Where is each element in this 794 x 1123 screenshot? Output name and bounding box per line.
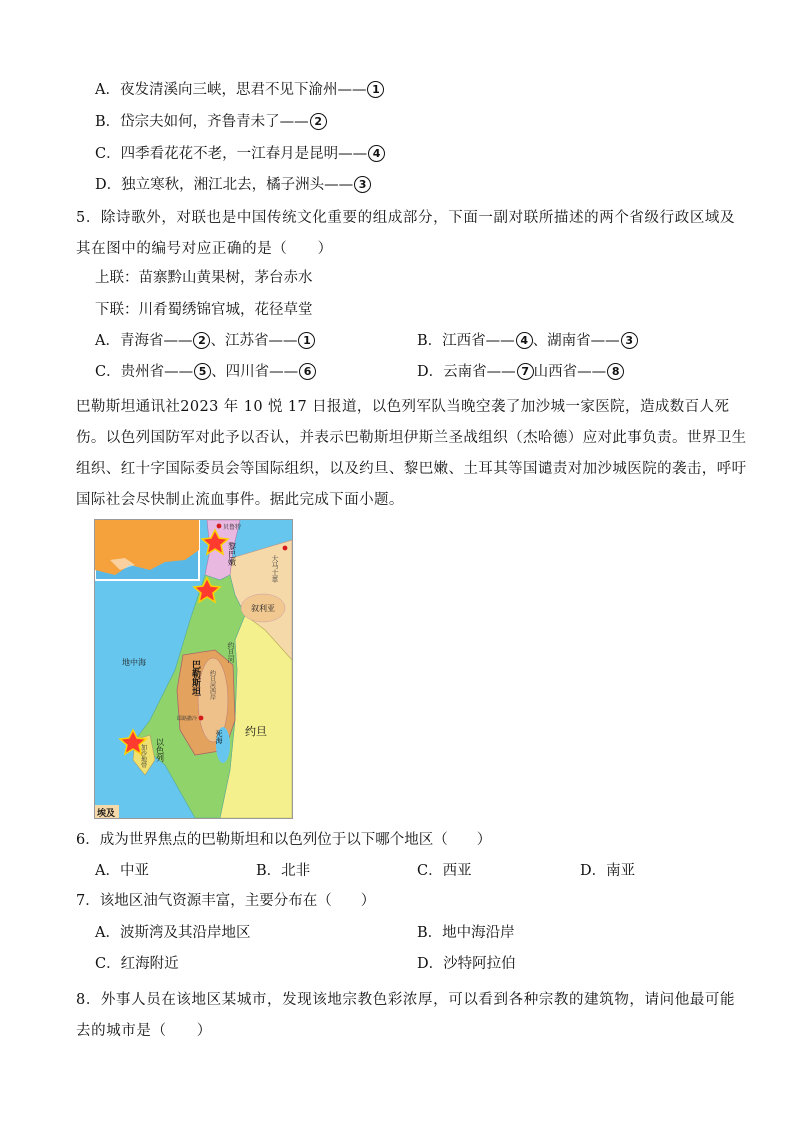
label-mediterranean: 地中海 [122, 658, 146, 667]
q7-option-b: B．地中海沿岸 [417, 925, 515, 941]
label-lebanon: 黎巴嫩 [227, 542, 237, 566]
q5-option-d: D．云南省—— 7 山西省—— 8 [417, 362, 624, 382]
q7-option-c: C．红海附近 [95, 956, 179, 972]
circled-number: 3 [354, 176, 371, 193]
q6-option-a: A．中亚 [95, 863, 149, 879]
label-west-bank: 约旦河西岸 [208, 670, 216, 700]
label-gaza: 加沙地带 [139, 744, 147, 768]
circled-number: 4 [368, 145, 385, 162]
beirut-dot [217, 524, 222, 529]
jerusalem-dot [199, 716, 204, 721]
q5-option-c: C．贵州省—— 5 、四川省—— 6 [95, 362, 316, 382]
reading-passage: 巴勒斯坦通讯社2023 年 10 悦 17 日报道，以色列军队当晚空袭了加沙城一家医院，造成数百人死伤。以色列国防军对此予以否认，并表示巴勒斯坦伊斯兰圣战组织（杰哈德）应对此事负责。世界卫生组织、红十字国际委员会等国际组织，以及约旦、黎巴嫩、土耳其等国谴责对加沙城医院的袭击，呼吁国际社会尽快制止流血事件。据此完成下面小题。 [76, 399, 747, 508]
middle-east-map [94, 519, 293, 819]
q6-option-c: C．西亚 [417, 863, 472, 879]
q5-option-a: A．青海省—— 2 、江苏省—— 1 [95, 331, 315, 351]
label-dead-sea: 死海 [215, 730, 223, 744]
q4-option-d: D．独立寒秋，湘江北去，橘子洲头—— 3 [95, 175, 371, 195]
q7-option-d: D．沙特阿拉伯 [417, 956, 516, 972]
q8-stem: 8．外事人员在该地区某城市，发现该地宗教色彩浓厚，可以看到各种宗教的建筑物，请问他最可能去的城市是（ ） [76, 992, 736, 1039]
label-jerusalem: 耶路撒冷 [177, 716, 198, 722]
label-damascus: 大马士革 [271, 555, 279, 583]
label-syria: 叙利亚 [251, 604, 275, 613]
q5-option-b: B．江西省—— 4 、湖南省—— 3 [417, 331, 638, 351]
q4-option-c: C．四季看花花不老，一江春月是昆明—— 4 [95, 144, 385, 164]
label-jordan: 约旦 [245, 725, 267, 738]
damascus-dot [283, 546, 288, 551]
circled-number: 1 [367, 81, 384, 98]
q4-option-a: A．夜发清溪向三峡，思君不见下渝州—— 1 [95, 80, 384, 100]
couplet-lower: 下联：川肴蜀绣锦官城，花径草堂 [95, 302, 313, 318]
q7-option-a: A．波斯湾及其沿岸地区 [95, 925, 251, 941]
couplet-upper: 上联：苗寨黔山黄果树，茅台赤水 [95, 270, 313, 286]
q6-option-d: D．南亚 [580, 863, 636, 879]
label-jordan-river: 约旦河 [227, 642, 235, 663]
q5-stem: 5．除诗歌外，对联也是中国传统文化重要的组成部分，下面一副对联所描述的两个省级行政区域及其在图中的编号对应正确的是（ ） [76, 210, 736, 257]
circled-number: 2 [310, 113, 327, 130]
label-egypt: 埃及 [97, 809, 116, 819]
q6-stem: 6．成为世界焦点的巴勒斯坦和以色列位于以下哪个地区（ ） [76, 832, 492, 848]
label-palestine: 巴勒斯坦 [190, 660, 200, 696]
q6-option-b: B．北非 [256, 863, 311, 879]
q4-option-b: B．岱宗夫如何，齐鲁青未了—— 2 [95, 112, 327, 132]
label-beirut: 贝鲁特 [223, 524, 242, 531]
q7-stem: 7．该地区油气资源丰富，主要分布在（ ） [76, 893, 376, 909]
label-israel: 以色列 [155, 738, 165, 762]
